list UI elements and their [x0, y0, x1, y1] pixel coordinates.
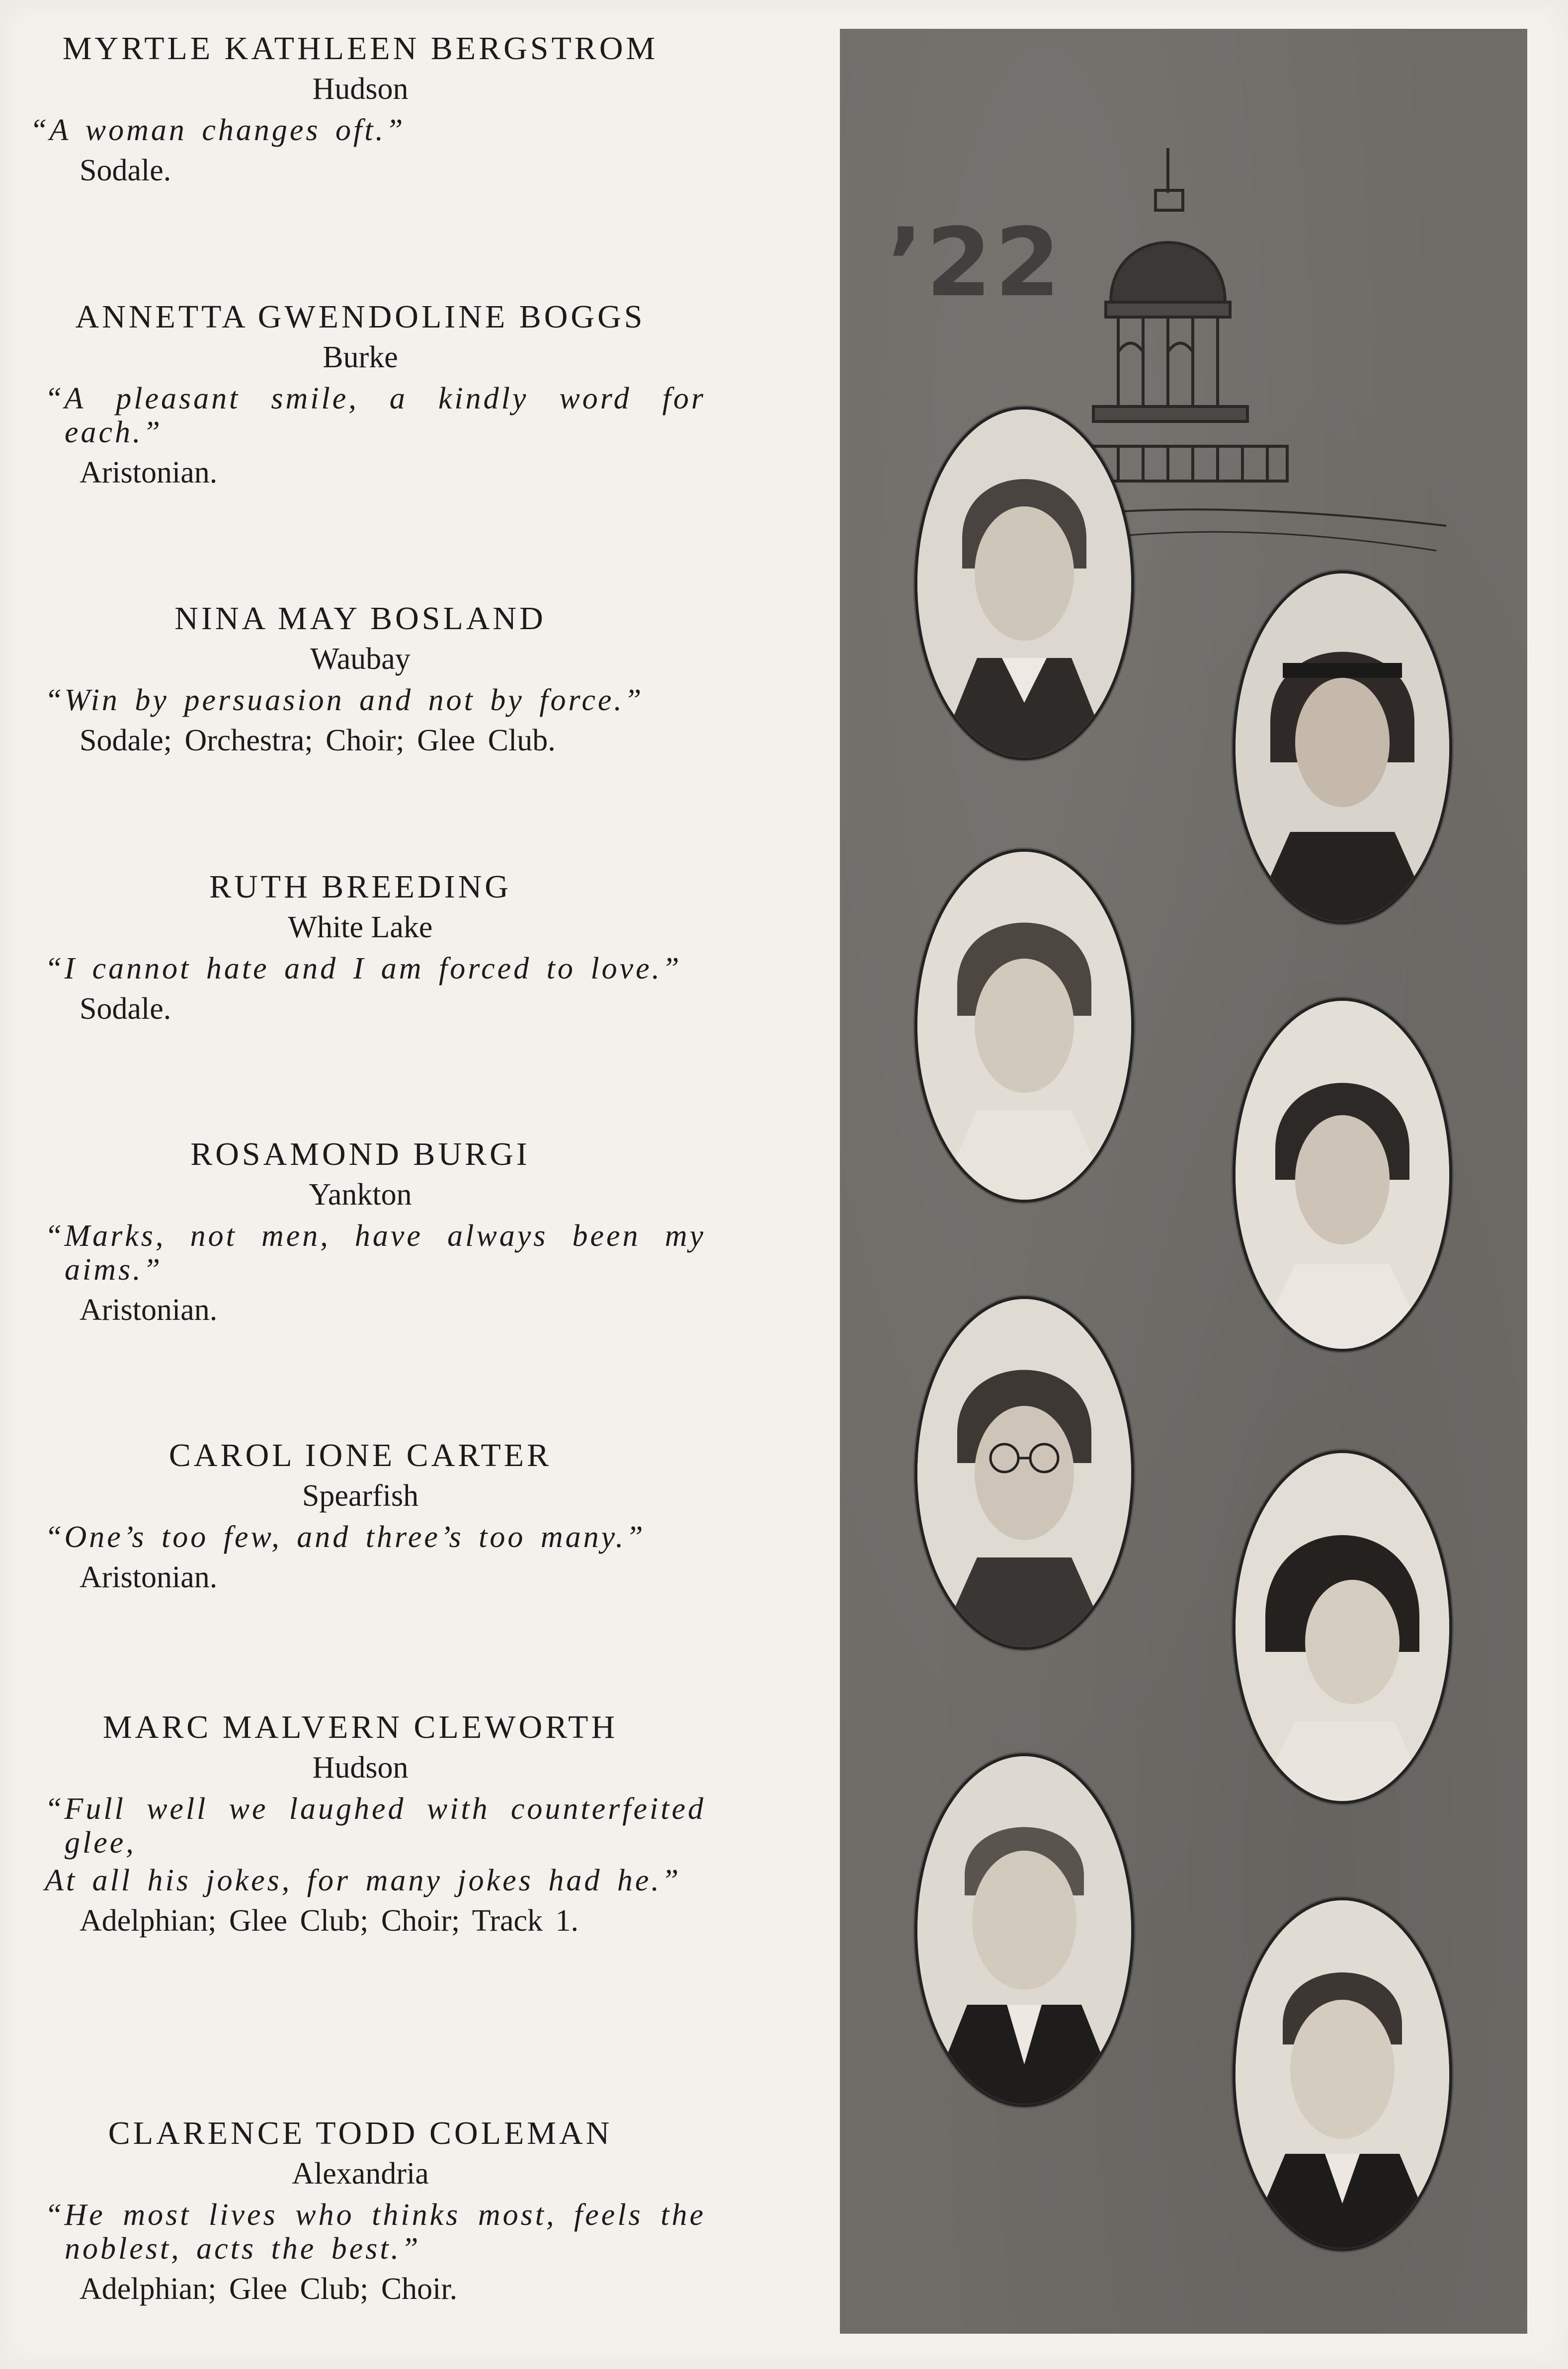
entry-town: Yankton [309, 1178, 412, 1212]
entry-organizations: Aristonian. [80, 1293, 218, 1327]
entry-quote: “Marks, not men, have always been my aims.” [45, 1219, 706, 1287]
entry-coleman [30, 2114, 706, 2309]
senior-entries-column [30, 0, 706, 2369]
entry-name: ANNETTA GWENDOLINE BOGGS [75, 299, 646, 335]
entry-town: White Lake [288, 910, 433, 944]
entry-bosland [30, 599, 691, 761]
entry-name: MYRTLE KATHLEEN BERGSTROM [62, 30, 659, 67]
entry-name: ROSAMOND BURGI [190, 1136, 530, 1172]
entry-burgi [30, 1135, 706, 1330]
entry-name: CLARENCE TODD COLEMAN [108, 2115, 613, 2151]
entry-quote: “I cannot hate and I am forced to love.” [45, 952, 682, 985]
entry-organizations: Aristonian. [80, 1560, 218, 1594]
portrait-photo [914, 849, 1134, 1203]
entry-name: NINA MAY BOSLAND [174, 600, 546, 637]
entry-town: Burke [323, 340, 398, 374]
entry-quote: “Win by persuasion and not by force.” [45, 683, 644, 717]
entry-bergstrom [30, 29, 691, 191]
entry-cleworth [30, 1708, 706, 1941]
entry-town: Spearfish [302, 1479, 419, 1513]
cupola-illustration [1088, 138, 1446, 575]
entry-organizations: Sodale. [80, 154, 171, 187]
entry-quote: “A woman changes oft.” [30, 113, 406, 147]
entry-organizations: Adelphian; Glee Club; Choir. [80, 2272, 458, 2306]
portrait-photo [914, 407, 1134, 760]
entry-breeding [30, 867, 691, 1029]
portrait-photo [914, 1296, 1134, 1650]
entry-town: Waubay [310, 642, 411, 676]
entry-name: CAROL IONE CARTER [168, 1437, 552, 1473]
entry-quote: “He most lives who thinks most, feels the noblest, acts the best.” [45, 2198, 706, 2266]
portrait-panel [840, 29, 1527, 2334]
entry-name: MARC MALVERN CLEWORTH [102, 1709, 618, 1745]
portrait-photo [1233, 998, 1452, 1352]
entry-organizations: Sodale. [80, 992, 171, 1026]
entry-organizations: Aristonian. [80, 456, 218, 490]
entry-town: Alexandria [292, 2157, 429, 2191]
portrait-photo [1233, 1897, 1452, 2251]
class-year-mark: ’22 [887, 208, 1064, 318]
entry-quote: “A pleasant smile, a kindly word for each.” [45, 382, 706, 449]
portrait-photo [1233, 571, 1452, 924]
portrait-photo [914, 1753, 1134, 2107]
entry-organizations: Sodale; Orchestra; Choir; Glee Club. [80, 724, 556, 757]
entry-boggs [30, 297, 706, 493]
entry-quote: “One’s too few, and three’s too many.” [45, 1520, 646, 1554]
portrait-photo [1233, 1450, 1452, 1804]
entry-name: RUTH BREEDING [209, 869, 511, 905]
entry-quote: “Full well we laughed with counterfeited glee, [45, 1792, 706, 1860]
entry-quote-continued: At all his jokes, for many jokes had he.” [45, 1864, 681, 1897]
entry-carter [30, 1436, 691, 1598]
entry-town: Hudson [312, 72, 409, 106]
entry-town: Hudson [312, 1751, 409, 1785]
entry-organizations: Adelphian; Glee Club; Choir; Track 1. [80, 1904, 579, 1938]
